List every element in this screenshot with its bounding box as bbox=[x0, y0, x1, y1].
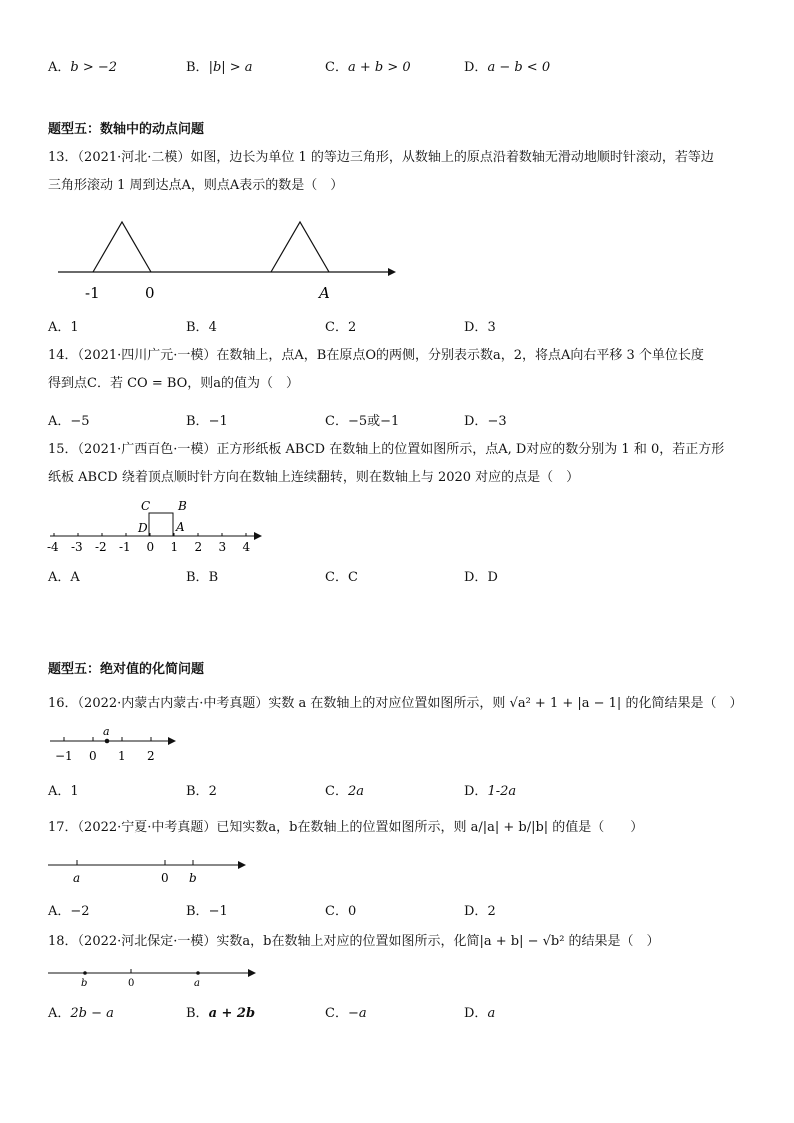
option-a[interactable]: A．1 bbox=[48, 320, 79, 335]
option-a[interactable]: A．A bbox=[48, 570, 80, 585]
option-c[interactable]: C．a + b > 0 bbox=[325, 60, 411, 75]
tick-label: 1 bbox=[118, 749, 126, 763]
question-17 bbox=[48, 814, 748, 842]
option-b[interactable]: B．B bbox=[186, 570, 219, 585]
triangle-end bbox=[271, 222, 329, 272]
option-d[interactable]: D．3 bbox=[464, 320, 496, 335]
question-text: 16．（2022·内蒙古内蒙古·中考真题）实数 a 在数轴上的对应位置如图所示，则 √a² + 1 + |a − 1| 的化简结果是（ ） bbox=[48, 696, 743, 711]
option-a[interactable]: A．−2 bbox=[48, 904, 90, 919]
point-label: b bbox=[189, 871, 197, 885]
square-abcd bbox=[149, 513, 173, 536]
option-d[interactable]: D．a bbox=[464, 1006, 496, 1021]
axis-arrow-icon bbox=[248, 969, 256, 977]
question-18 bbox=[48, 928, 748, 956]
corner-label: D bbox=[138, 521, 148, 535]
q13-options bbox=[48, 316, 768, 334]
option-d[interactable]: D．a − b < 0 bbox=[464, 60, 551, 75]
q15-options bbox=[48, 566, 768, 584]
corner-label: B bbox=[178, 499, 187, 513]
q14-options bbox=[48, 410, 768, 428]
option-d[interactable]: D．1-2a bbox=[464, 784, 517, 799]
question-text: 三角形滚动 1 周到达点A，则点A表示的数是（ ） bbox=[48, 178, 344, 193]
option-d[interactable]: D．−3 bbox=[464, 414, 507, 429]
point-label: a bbox=[194, 978, 200, 989]
section-title: 题型五：数轴中的动点问题 bbox=[48, 122, 205, 137]
tick-label: 0 bbox=[146, 540, 155, 554]
question-13 bbox=[48, 144, 748, 200]
option-c[interactable]: C．2a bbox=[325, 784, 364, 799]
axis-arrow-icon bbox=[388, 268, 396, 276]
q16-options bbox=[48, 780, 768, 798]
q17-number-line-figure bbox=[44, 852, 254, 888]
tick-label: -3 bbox=[71, 540, 83, 554]
option-c[interactable]: C．0 bbox=[325, 904, 357, 919]
option-c[interactable]: C．C bbox=[325, 570, 358, 585]
question-text: 18．（2022·河北保定·一模）实数a，b在数轴上对应的位置如图所示，化简|a + b| − √b² 的结果是（ ） bbox=[48, 934, 660, 949]
tick-label: -4 bbox=[47, 540, 59, 554]
tick-label: 2 bbox=[147, 749, 155, 763]
axis-arrow-icon bbox=[238, 861, 246, 869]
tick-label: 2 bbox=[194, 540, 203, 554]
question-15 bbox=[48, 436, 748, 492]
question-text: 14．（2021·四川广元·一模）在数轴上，点A，B在原点O的两侧，分别表示数a，2，将点A向右平移 3 个单位长度 bbox=[48, 348, 704, 363]
tick-label: -1 bbox=[119, 540, 131, 554]
tick-label: −1 bbox=[55, 749, 73, 763]
option-d[interactable]: D．D bbox=[464, 570, 498, 585]
tick-label: 0 bbox=[145, 284, 155, 302]
option-a[interactable]: A．−5 bbox=[48, 414, 90, 429]
option-a[interactable]: A．b > −2 bbox=[48, 60, 118, 75]
question-text: 17．（2022·宁夏·中考真题）已知实数a，b在数轴上的位置如图所示，则 a/|a| + b/|b| 的值是（ ） bbox=[48, 820, 644, 835]
q13-number-line-figure bbox=[48, 214, 408, 304]
point-label: A bbox=[319, 284, 330, 302]
question-14 bbox=[48, 342, 748, 398]
section-title: 题型五：绝对值的化简问题 bbox=[48, 662, 205, 677]
option-b[interactable]: B．a + 2b bbox=[186, 1006, 256, 1021]
q12-options bbox=[48, 56, 768, 74]
question-16 bbox=[48, 690, 748, 718]
corner-label: A bbox=[176, 520, 185, 534]
q17-options bbox=[48, 900, 768, 918]
axis-arrow-icon bbox=[168, 737, 176, 745]
tick-label: 0 bbox=[161, 871, 169, 885]
q18-number-line-figure bbox=[44, 964, 264, 994]
option-b[interactable]: B．4 bbox=[186, 320, 217, 335]
q16-number-line-figure bbox=[44, 722, 184, 766]
option-b[interactable]: B．2 bbox=[186, 784, 217, 799]
question-text: 15．（2021·广西百色·一模）正方形纸板 ABCD 在数轴上的位置如图所示，点A, D对应的数分别为 1 和 0，若正方形 bbox=[48, 442, 725, 457]
option-c[interactable]: C．−5或−1 bbox=[325, 414, 400, 429]
point-label: b bbox=[81, 978, 88, 989]
tick-label: -2 bbox=[95, 540, 107, 554]
option-a[interactable]: A．2b − a bbox=[48, 1006, 114, 1021]
point-label: a bbox=[103, 725, 110, 738]
point-b bbox=[83, 971, 87, 975]
tick-label: 0 bbox=[128, 978, 135, 989]
tick-label: 3 bbox=[218, 540, 227, 554]
option-b[interactable]: B．|b| > a bbox=[186, 60, 253, 75]
option-a[interactable]: A．1 bbox=[48, 784, 79, 799]
tick-label: 0 bbox=[89, 749, 97, 763]
point-label: a bbox=[73, 871, 81, 885]
question-text: 13．（2021·河北·二模）如图，边长为单位 1 的等边三角形，从数轴上的原点沿着数轴无滑动地顺时针滚动，若等边 bbox=[48, 150, 714, 165]
tick-label: -1 bbox=[85, 284, 100, 302]
point-a bbox=[105, 739, 110, 744]
corner-label: C bbox=[141, 499, 151, 513]
triangle-start bbox=[93, 222, 151, 272]
option-b[interactable]: B．−1 bbox=[186, 904, 228, 919]
option-c[interactable]: C．−a bbox=[325, 1006, 367, 1021]
option-c[interactable]: C．2 bbox=[325, 320, 357, 335]
question-text: 得到点C．若 CO = BO，则a的值为（ ） bbox=[48, 376, 300, 391]
q18-options bbox=[48, 1002, 768, 1020]
option-d[interactable]: D．2 bbox=[464, 904, 496, 919]
tick-label: 1 bbox=[170, 540, 179, 554]
axis-arrow-icon bbox=[254, 532, 262, 540]
question-text: 纸板 ABCD 绕着顶点顺时针方向在数轴上连续翻转，则在数轴上与 2020 对应的点是（ ） bbox=[48, 470, 580, 485]
q15-number-line-figure bbox=[44, 496, 274, 556]
point-a bbox=[196, 971, 200, 975]
option-b[interactable]: B．−1 bbox=[186, 414, 228, 429]
tick-label: 4 bbox=[242, 540, 251, 554]
